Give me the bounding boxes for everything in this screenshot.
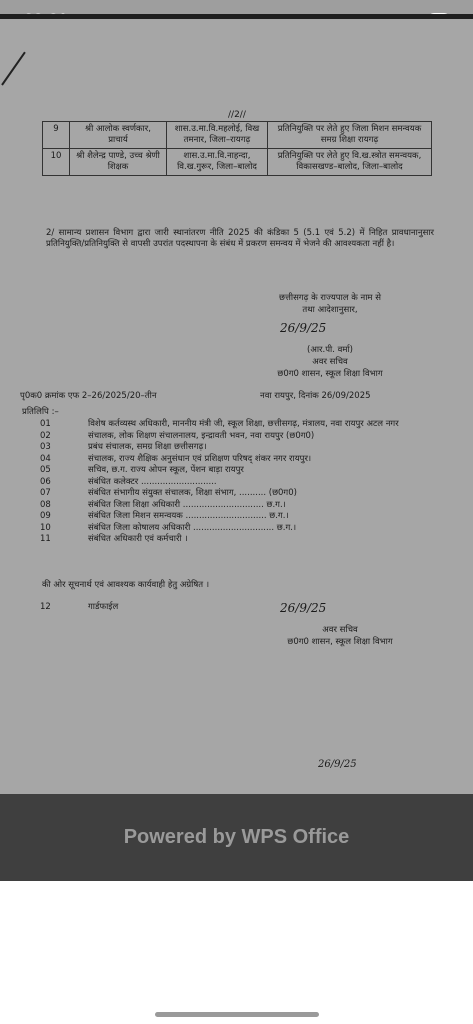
page-number: //2// bbox=[228, 110, 246, 120]
list-item: 09 संबंधित जिला मिशन समन्वयक .............................. छ.ग.। bbox=[40, 511, 289, 521]
list-item: 03 प्रबंध संचालक, समग्र शिक्षा छत्तीसगढ़। bbox=[40, 442, 207, 452]
table-row bbox=[43, 149, 432, 176]
table-row bbox=[43, 122, 432, 149]
gesture-nav-handle[interactable] bbox=[155, 1012, 319, 1017]
signature-line: तथा आदेशानुसार, bbox=[302, 305, 358, 315]
copy-list bbox=[40, 419, 440, 546]
place-date: नवा रायपुर, दिनांक 26/09/2025 bbox=[260, 391, 371, 401]
handwritten-signature: 26/9/25 bbox=[280, 601, 327, 615]
document-page[interactable] bbox=[0, 14, 473, 794]
new-posting: प्रतिनियुक्ति पर लेते हुए जिला मिशन समन्वयक समग्र शिक्षा रायगढ़ bbox=[268, 122, 432, 149]
reference-number: पृ0क0 क्रमांक एफ 2–26/2025/20–तीन bbox=[20, 391, 157, 401]
policy-paragraph: 2/ सामान्य प्रशासन विभाग द्वारा जारी स्थानांतरण नीति 2025 की कंडिका 5 (5.1 एवं 5.2) में निहित प्रावधानानुसार प्रतिनियुक्ति/प्रतिनियुक्ति से वापसी उपरांत पदस्थापना के संबंध में प्रकरण समन्वय में भेजने की आवश्यकता नहीं है। bbox=[46, 228, 434, 249]
copy-heading: प्रतिलिपि :– bbox=[22, 407, 59, 417]
list-item: 07 संबंधित संभागीय संयुक्त संचालक, शिक्षा संभाग, .......... (छ0ग0) bbox=[40, 488, 297, 498]
list-item: 06 संबंधित कलेक्टर ............................ bbox=[40, 476, 217, 487]
transfer-table bbox=[42, 121, 432, 176]
signatory-designation: अवर सचिव bbox=[312, 357, 348, 367]
blank-area bbox=[0, 881, 473, 1024]
list-item: 10 संबंधित जिला कोषालय अधिकारी .............................. छ.ग.। bbox=[40, 522, 297, 533]
new-posting: प्रतिनियुक्ति पर लेते हुए वि.ख.स्त्रोत समन्वयक, विकासखण्ड–बालोद, जिला–बालोद bbox=[268, 149, 432, 176]
signatory-name: (आर.पी. वर्मा) bbox=[307, 345, 353, 355]
signature-block bbox=[250, 596, 430, 648]
signatory-department: छ0ग0 शासन, स्कूल शिक्षा विभाग bbox=[287, 637, 393, 647]
signature-block bbox=[250, 292, 410, 380]
list-item: 02 संचालक, लोक शिक्षण संचालनालय, इन्द्रावती भवन, नवा रायपुर (छ0ग0) bbox=[40, 430, 315, 441]
handwritten-signature: 26/9/25 bbox=[318, 759, 357, 770]
serial-number: 9 bbox=[43, 122, 70, 149]
list-item: 12 गार्डफाईल bbox=[40, 602, 119, 612]
employee-name: श्री आलोक स्वर्णकार, प्राचार्य bbox=[70, 122, 167, 149]
current-posting: शास.उ.मा.वि.नाहन्दा, वि.ख.गुरूर, जिला–बालोद bbox=[167, 149, 268, 176]
signatory-designation: अवर सचिव bbox=[322, 625, 358, 635]
signature-line: छत्तीसगढ़ के राज्यपाल के नाम से bbox=[279, 293, 381, 303]
reference-line bbox=[20, 390, 400, 401]
current-posting: शास.उ.मा.वि.महलोई, विख तमनार, जिला–रायगढ़ bbox=[167, 122, 268, 149]
list-item: 04 संचालक, राज्य शैक्षिक अनुसंधान एवं प्रशिक्षण परिषद् शंकर नगर रायपुर। bbox=[40, 453, 312, 464]
signatory-department: छ0ग0 शासन, स्कूल शिक्षा विभाग bbox=[277, 369, 383, 379]
list-item: 11 संबंधित अधिकारी एवं कर्मचारी । bbox=[40, 534, 188, 544]
serial-number: 10 bbox=[43, 149, 70, 176]
forwarding-note: की ओर सूचनार्थ एवं आवश्यक कार्यवाही हेतु अग्रेषित । bbox=[42, 580, 210, 590]
list-item: 05 सचिव, छ.ग. राज्य ओपन स्कूल, पेंशन बाड़ा रायपुर bbox=[40, 465, 244, 475]
employee-name: श्री शैलेन्द्र पाण्डे, उच्च श्रेणी शिक्षक bbox=[70, 149, 167, 176]
list-item: 08 संबंधित जिला शिक्षा अधिकारी .............................. छ.ग.। bbox=[40, 499, 286, 510]
list-item: 01 विशेष कर्तव्यस्थ अधिकारी, माननीय मंत्री जी, स्कूल शिक्षा, छत्तीसगढ़, मंत्रालय, नवा रायपुर अटल नगर bbox=[40, 419, 399, 429]
page-top-edge bbox=[0, 14, 473, 19]
pen-mark bbox=[1, 52, 26, 86]
wps-banner: Powered by WPS Office bbox=[0, 794, 473, 881]
handwritten-signature: 26/9/25 bbox=[280, 321, 327, 335]
